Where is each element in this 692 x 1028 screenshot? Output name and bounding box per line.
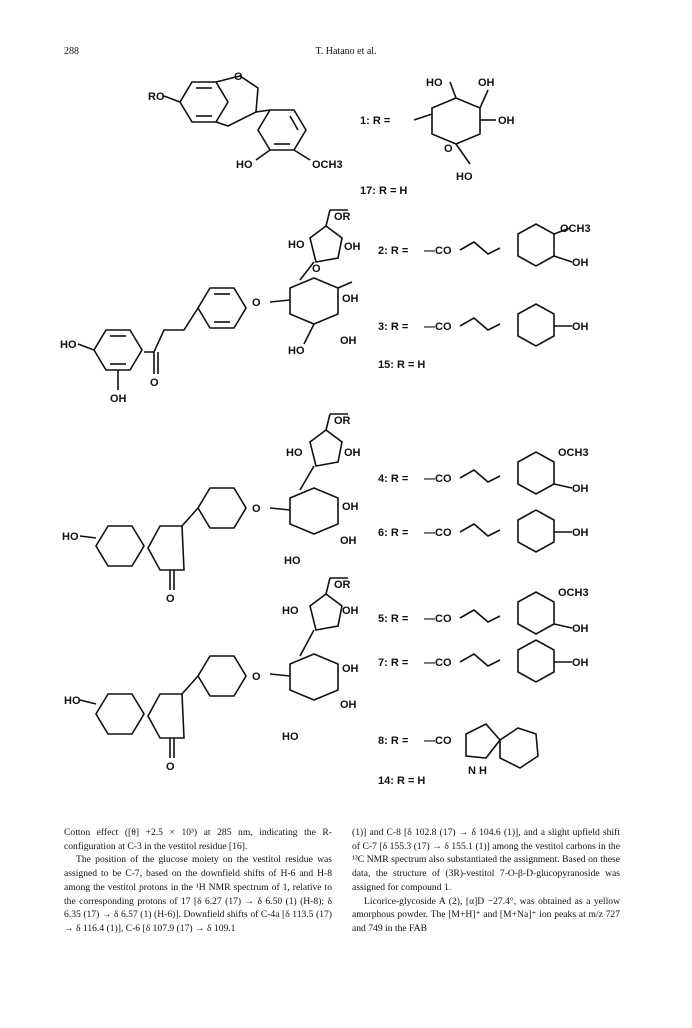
svg-text:OR: OR [334,211,351,223]
svg-text:O: O [252,503,261,515]
svg-text:OH: OH [342,501,359,513]
running-head: T. Hatano et al. [315,46,377,57]
svg-text:O: O [150,377,159,389]
svg-text:O: O [166,761,175,773]
svg-text:OH: OH [342,605,359,617]
paragraph: Licorice-glycoside A (2), [α]D −27.4°, was obtained as a yellow amorphous powder. The [M+H]⁺ and [M+Na]⁺ ion peaks at m/z 727 and 749 in the FAB [352,895,620,934]
svg-text:OH: OH [344,241,361,253]
vestitol-structure [148,71,343,171]
flavanone-glycoside-structure [62,414,452,605]
svg-text:—CO: —CO [424,527,452,539]
label-compound-5: 5: R = [378,613,409,625]
svg-text:OH: OH [572,623,589,635]
svg-text:HO: HO [426,77,443,89]
svg-text:—CO: —CO [424,613,452,625]
svg-text:HO: HO [288,345,305,357]
body-text-left-column [64,826,332,936]
label-compound-2: 2: R = [378,245,409,257]
svg-text:OH: OH [340,535,357,547]
svg-text:OR: OR [334,415,351,427]
glucose-substituent-1 [360,77,515,197]
svg-text:HO: HO [456,171,473,183]
svg-text:—CO: —CO [424,657,452,669]
svg-text:OCH3: OCH3 [558,587,589,599]
page-number: 288 [64,46,79,57]
svg-text:HO: HO [236,159,253,171]
flavanone-glycoside-structure-2 [64,578,452,787]
svg-text:HO: HO [282,731,299,743]
svg-text:OH: OH [572,483,589,495]
svg-text:HO: HO [64,695,81,707]
label-compound-17: 17: R = H [360,185,408,197]
substituents-4-6 [460,447,589,552]
ro-label: RO [148,91,165,103]
svg-text:HO: HO [286,447,303,459]
svg-text:OH: OH [498,115,515,127]
label-compound-14: 14: R = H [378,775,426,787]
svg-text:HO: HO [60,339,77,351]
svg-text:HO: HO [284,555,301,567]
svg-text:OH: OH [572,321,589,333]
svg-text:OCH3: OCH3 [558,447,589,459]
label-compound-15: 15: R = H [378,359,426,371]
svg-text:O: O [234,71,243,83]
chemical-structures-figure [60,68,660,818]
svg-text:OR: OR [334,579,351,591]
svg-text:—CO: —CO [424,735,452,747]
svg-text:OH: OH [340,335,357,347]
svg-text:OH: OH [478,77,495,89]
svg-text:O: O [444,143,453,155]
svg-text:—CO: —CO [424,321,452,333]
coumaroyl-substituent-3 [460,304,589,346]
svg-text:HO: HO [288,239,305,251]
chalcone-glycoside-structure [60,210,452,405]
body-text-right-column [352,826,620,936]
paragraph: Cotton effect ([θ] +2.5 × 10³) at 285 nm, indicating the R-configuration at C-3 in the vestitol residue [16]. [64,827,332,852]
feruloyl-substituent-2 [460,223,591,269]
svg-text:OH: OH [342,663,359,675]
paragraph: The position of the glucose moiety on the vestitol residue was assigned to be C-7, based on the downfield shifts of H-6 and H-8 among the vestitol protons in the ¹H NMR spectrum of 1, relative to the corresponding protons of 17 [δ 6.27 (17) → δ 6.50 (1) (H-8); δ 6.35 (17) → δ 6.57 (1) (H-6)]. Downfield shifts of C-4a [δ 113.5 (17) → δ 116.4 (1)], C-6 [δ 107.9 (17) → δ 109.1 [64,854,332,934]
label-compound-6: 6: R = [378,527,409,539]
svg-text:OH: OH [344,447,361,459]
paragraph: (1)] and C-8 [δ 102.8 (17) → δ 104.6 (1)], and a slight upfield shift of C-7 [δ 155.3 (17) → δ 155.1 (1)] among the vestitol carbons in the ¹³C NMR spectrum also substantiated the assignment. Based on these data, the structure of (3R)-vestitol 7-O-β-D-glucopyranoside was assigned for compound 1. [352,827,620,893]
svg-text:HO: HO [62,531,79,543]
substituents-5-7-8 [460,587,589,777]
svg-text:OCH3: OCH3 [560,223,591,235]
svg-text:OH: OH [342,293,359,305]
label-compound-7: 7: R = [378,657,409,669]
svg-text:—CO: —CO [424,473,452,485]
svg-text:OH: OH [340,699,357,711]
svg-text:O: O [252,297,261,309]
label-compound-3: 3: R = [378,321,409,333]
svg-text:O: O [252,671,261,683]
svg-text:O: O [166,593,175,605]
label-compound-4: 4: R = [378,473,409,485]
svg-text:OH: OH [572,257,589,269]
svg-text:OH: OH [110,393,127,405]
svg-text:HO: HO [282,605,299,617]
label-compound-8: 8: R = [378,735,409,747]
svg-text:O: O [312,263,321,275]
svg-text:OH: OH [572,527,589,539]
label-compound-1: 1: R = [360,115,391,127]
svg-text:OCH3: OCH3 [312,159,343,171]
svg-text:N H: N H [468,765,487,777]
svg-text:OH: OH [572,657,589,669]
svg-text:—CO: —CO [424,245,452,257]
